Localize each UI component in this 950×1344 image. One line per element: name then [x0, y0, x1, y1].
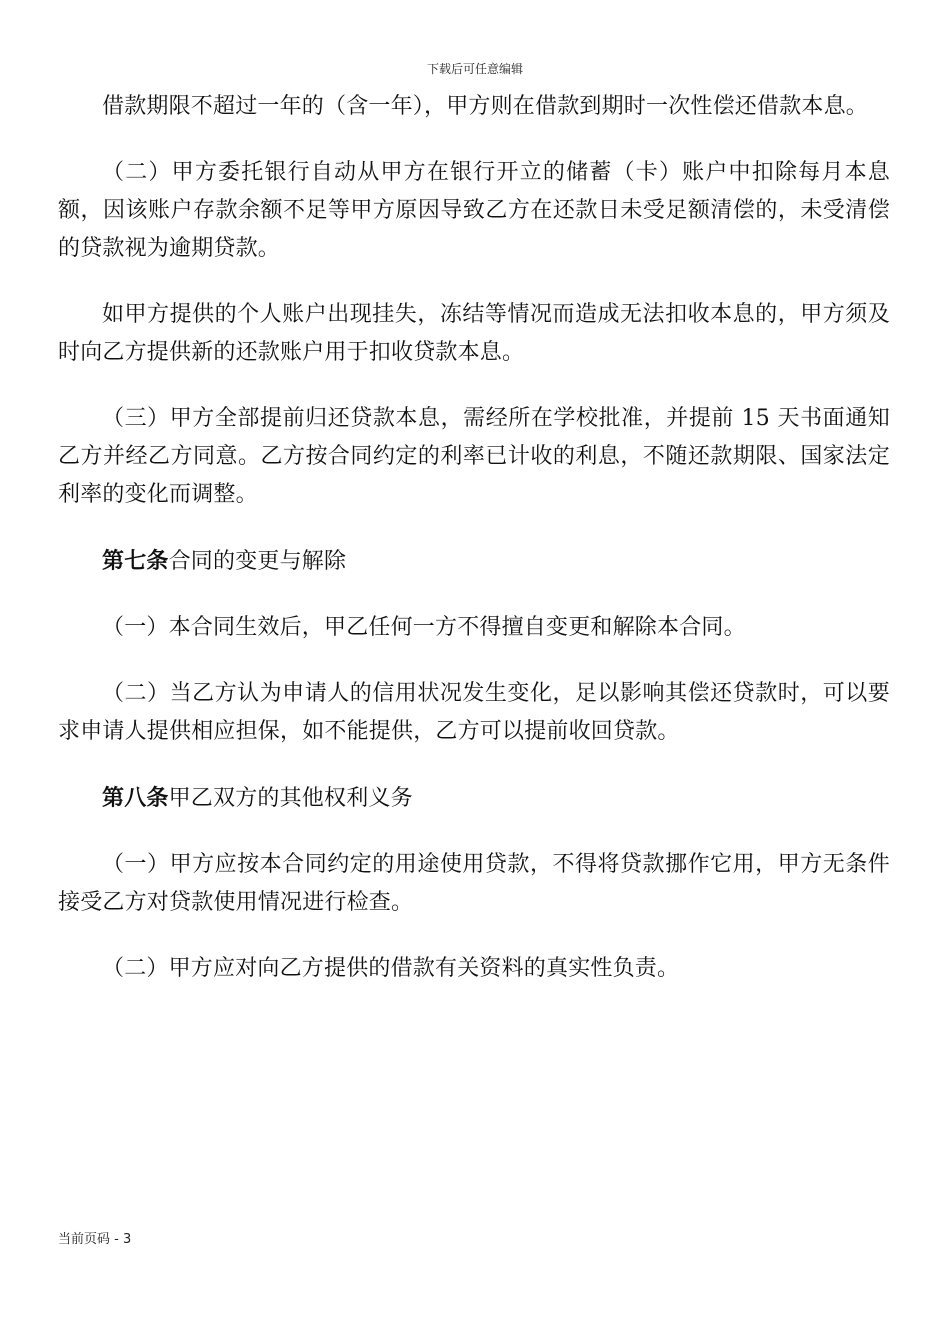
paragraph-repayment-term: 借款期限不超过一年的（含一年），甲方则在借款到期时一次性偿还借款本息。 — [102, 94, 869, 119]
paragraph-auto-deduction: （二）甲方委托银行自动从甲方在银行开立的储蓄（卡）账户中扣除每月本息额，因该账户存款余额不足等甲方原因导致乙方在还款日未受足额清偿的，未受清偿的贷款视为逾期贷款。 — [58, 160, 890, 261]
article-8-title: 甲乙双方的其他权利义务 — [168, 786, 413, 811]
paragraph-early-repayment: （三）甲方全部提前归还贷款本息，需经所在学校批准，并提前 15 天书面通知乙方并经乙方同意。乙方按合同约定的利率已计收的利息，不随还款期限、国家法定利率的变化而调整。 — [58, 406, 890, 507]
article-8-heading — [58, 779, 890, 818]
article-7-heading — [58, 542, 890, 581]
paragraph-no-unilateral-change: （一）本合同生效后，甲乙任何一方不得擅自变更和解除本合同。 — [102, 615, 746, 640]
document-body — [58, 88, 890, 988]
page-footer: 当前页码 - 3 — [58, 1232, 132, 1247]
paragraph-account-loss: 如甲方提供的个人账户出现挂失，冻结等情况而造成无法扣收本息的，甲方须及时向乙方提供新的还款账户用于扣收贷款本息。 — [58, 302, 890, 365]
article-7-title: 合同的变更与解除 — [168, 549, 347, 574]
article-7-number: 第七条 — [102, 548, 169, 574]
paragraph-credit-change: （二）当乙方认为申请人的信用状况发生变化，足以影响其偿还贷款时，可以要求申请人提供相应担保，如不能提供，乙方可以提前收回贷款。 — [58, 681, 890, 744]
article-8-number: 第八条 — [102, 785, 169, 811]
page-header: 下载后可任意编辑 — [426, 62, 523, 76]
paragraph-data-authenticity: （二）甲方应对向乙方提供的借款有关资料的真实性负责。 — [102, 956, 680, 981]
paragraph-loan-usage: （一）甲方应按本合同约定的用途使用贷款，不得将贷款挪作它用，甲方无条件接受乙方对贷款使用情况进行检查。 — [58, 852, 890, 915]
